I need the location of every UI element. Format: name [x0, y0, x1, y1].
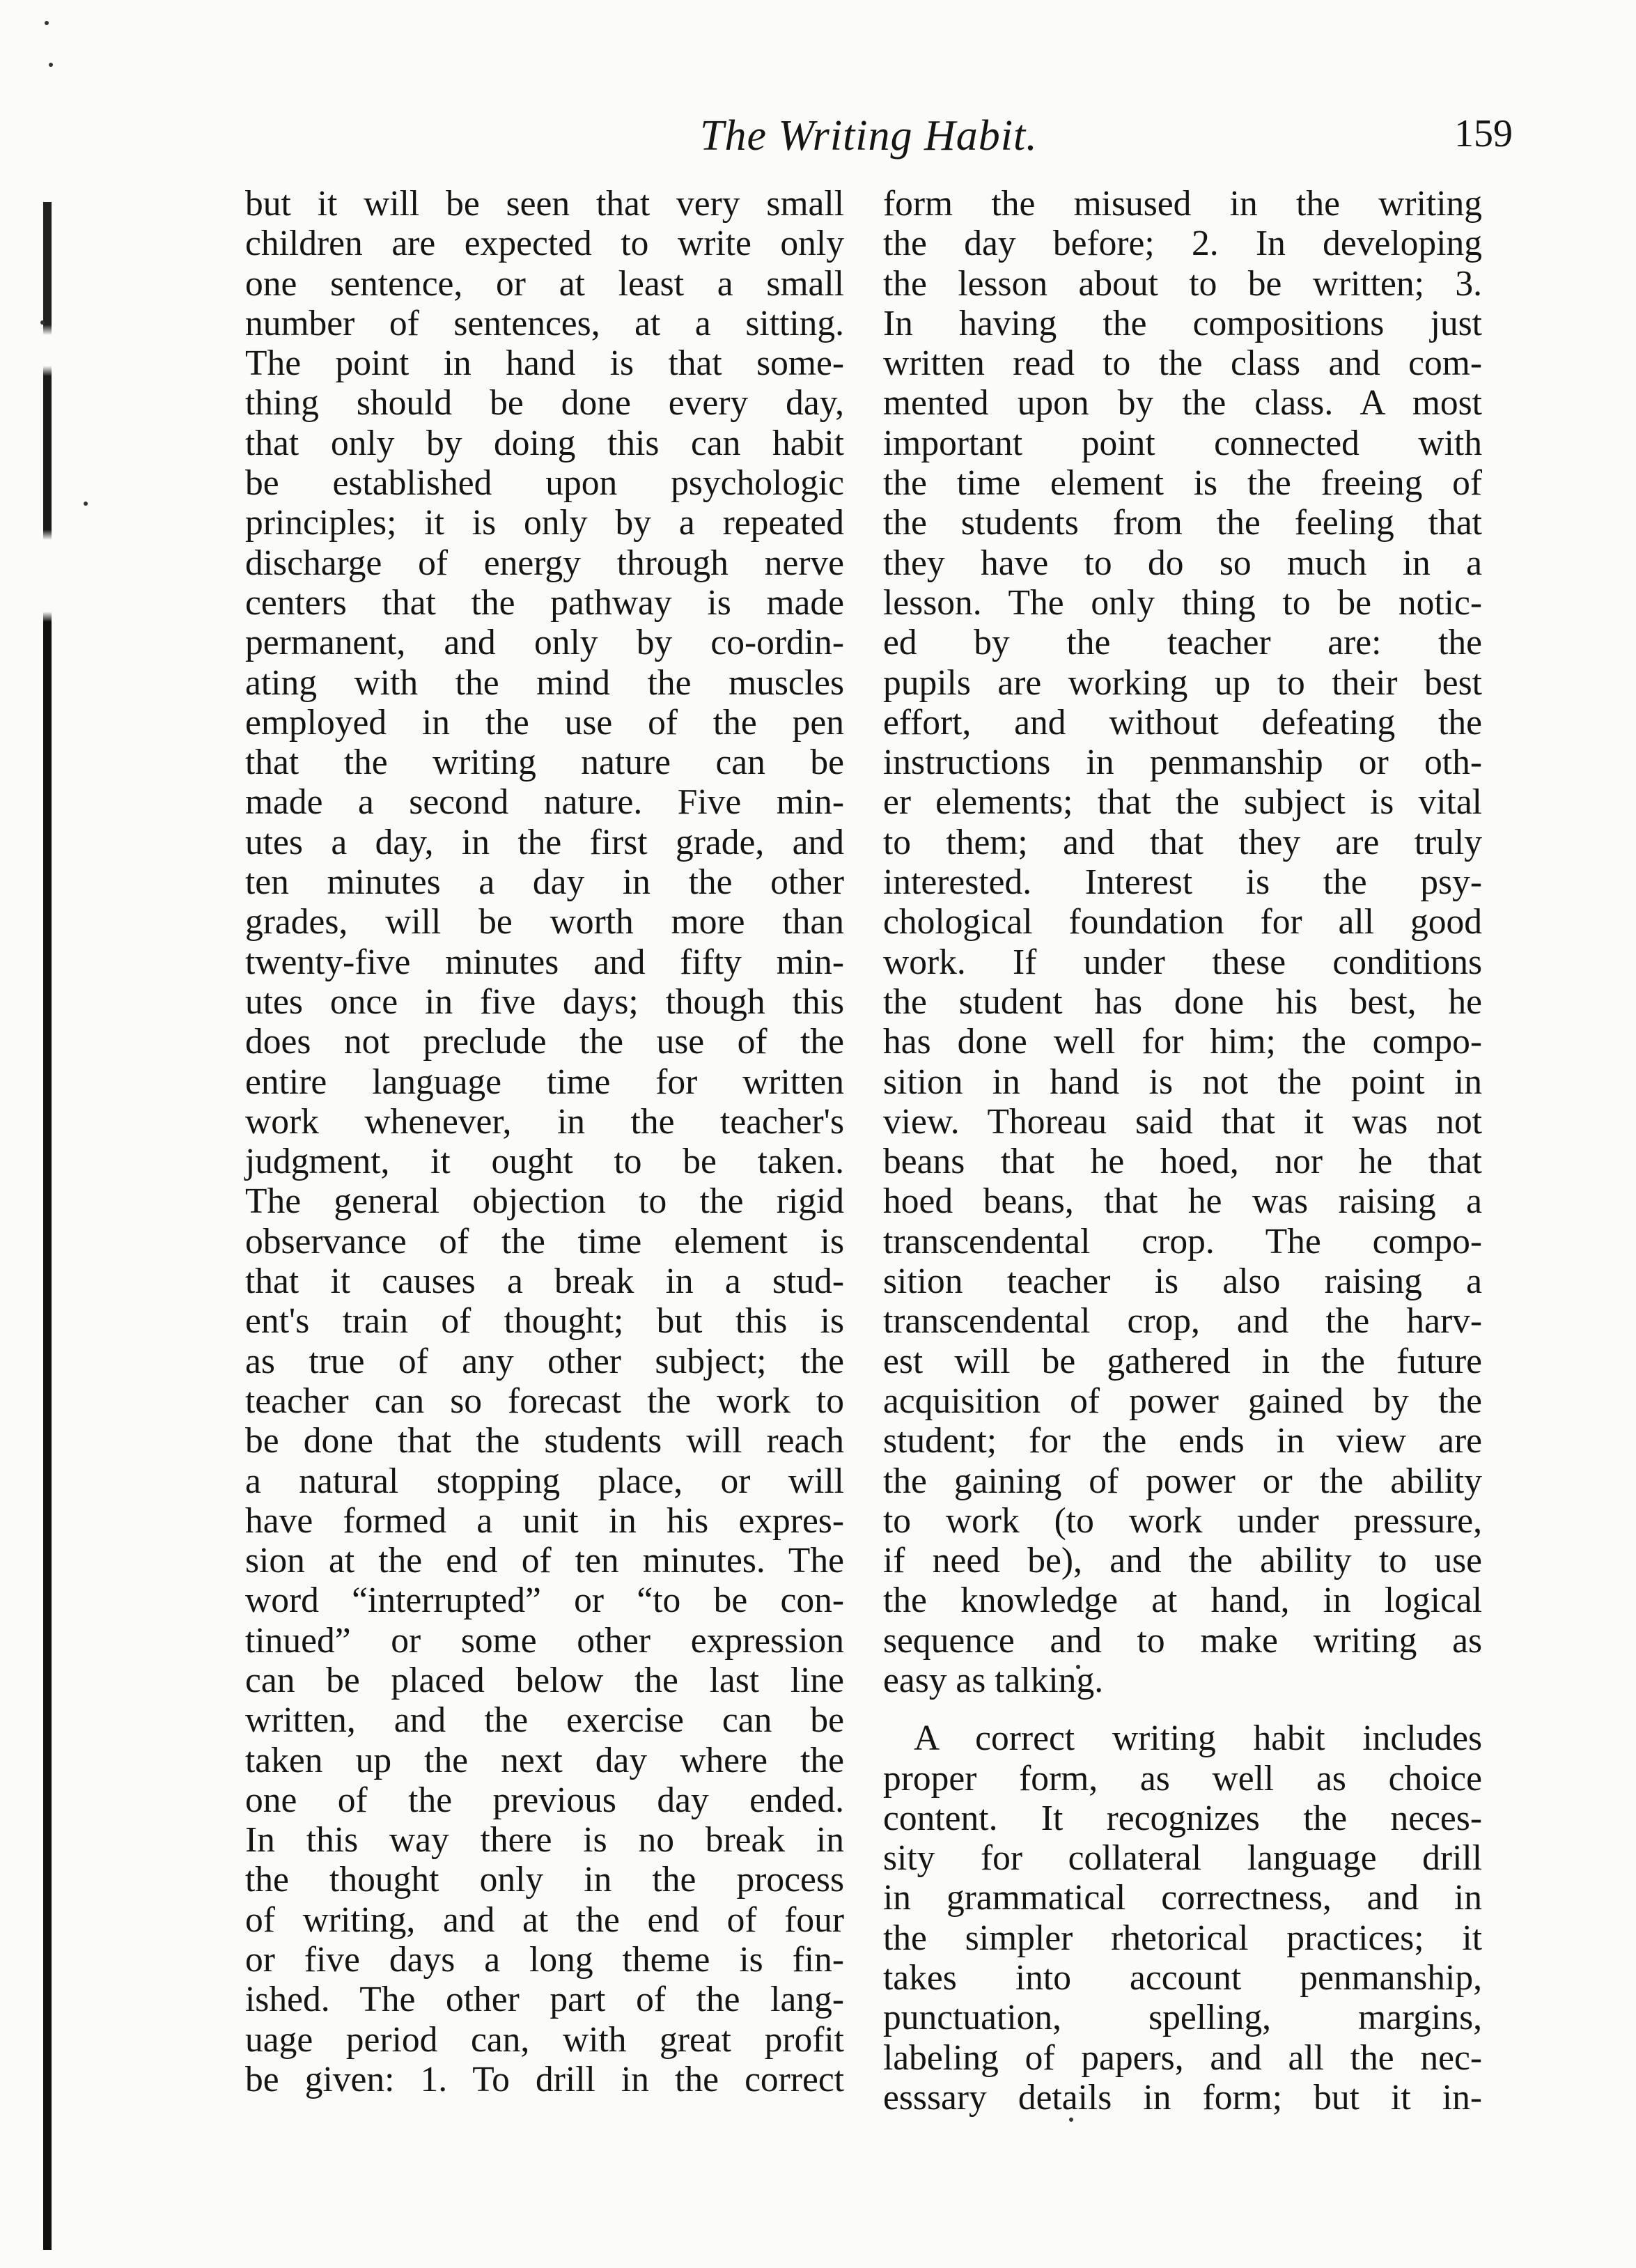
text-line: punctuation, spelling, margins,: [883, 1998, 1482, 2038]
text-line: be done that the students will reach: [245, 1421, 844, 1461]
text-line: uage period can, with great profit: [245, 2019, 844, 2060]
text-line: made a second nature. Five min-: [245, 782, 844, 823]
text-line: employed in the use of the pen: [245, 702, 844, 743]
text-line: the thought only in the process: [245, 1860, 844, 1900]
text-line: thing should be done every day,: [245, 383, 844, 424]
text-line: the students from the feeling that: [883, 503, 1482, 543]
text-line: est will be gathered in the future: [883, 1341, 1482, 1381]
text-line: acquisition of power gained by the: [883, 1381, 1482, 1421]
text-line: be established upon psychologic: [245, 463, 844, 504]
text-line: the knowledge at hand, in logical: [883, 1580, 1482, 1621]
text-line: sition teacher is also raising a: [883, 1261, 1482, 1302]
text-line: written read to the class and com-: [883, 343, 1482, 384]
text-line: if need be), and the ability to use: [883, 1541, 1482, 1581]
text-line: ten minutes a day in the other: [245, 862, 844, 903]
text-line: takes into account penmanship,: [883, 1958, 1482, 1998]
text-line: in grammatical correctness, and in: [883, 1878, 1482, 1918]
scan-speck: [1069, 2118, 1073, 2122]
text-line: interested. Interest is the psy-: [883, 862, 1482, 903]
text-line: esssary details in form; but it in-: [883, 2077, 1482, 2118]
text-line: that only by doing this can habit: [245, 423, 844, 463]
text-line: mented upon by the class. A most: [883, 383, 1482, 424]
text-line: one of the previous day ended.: [245, 1780, 844, 1820]
scan-speck: [45, 21, 49, 25]
text-line: ished. The other part of the lang-: [245, 1980, 844, 2020]
scan-speck: [49, 63, 53, 67]
text-line: the gaining of power or the ability: [883, 1461, 1482, 1501]
text-line: ating with the mind the muscles: [245, 662, 844, 703]
text-line: the lesson about to be written; 3.: [883, 263, 1482, 304]
right-text-column: [883, 184, 1482, 2118]
text-line: work. If under these conditions: [883, 942, 1482, 982]
text-line: sion at the end of ten minutes. The: [245, 1541, 844, 1581]
text-line: labeling of papers, and all the nec-: [883, 2037, 1482, 2078]
paragraph-gap: [883, 1700, 1482, 1718]
text-line: sequence and to make writing as: [883, 1620, 1482, 1661]
text-line: children are expected to write only: [245, 224, 844, 264]
text-line: teacher can so forecast the work to: [245, 1381, 844, 1421]
text-line: written, and the exercise can be: [245, 1700, 844, 1741]
text-line: lesson. The only thing to be notic-: [883, 582, 1482, 623]
text-line: or five days a long theme is fin-: [245, 1940, 844, 1980]
text-line: hoed beans, that he was raising a: [883, 1181, 1482, 1222]
text-line: but it will be seen that very small: [245, 184, 844, 224]
scan-speck: [40, 320, 45, 325]
text-line: as true of any other subject; the: [245, 1341, 844, 1381]
right-paragraph-2: [883, 1718, 1482, 2118]
text-line: utes a day, in the first grade, and: [245, 822, 844, 862]
left-text-column: [245, 184, 844, 2099]
right-paragraph-1: [883, 184, 1482, 1700]
text-line: of writing, and at the end of four: [245, 1900, 844, 1940]
text-line: judgment, it ought to be taken.: [245, 1142, 844, 1182]
text-line: grades, will be worth more than: [245, 902, 844, 942]
text-line: transcendental crop, and the harv-: [883, 1301, 1482, 1342]
text-line: that it causes a break in a stud-: [245, 1261, 844, 1302]
text-line: The general objection to the rigid: [245, 1181, 844, 1222]
text-line: that the writing nature can be: [245, 743, 844, 783]
text-line: er elements; that the subject is vital: [883, 782, 1482, 823]
text-line: they have to do so much in a: [883, 543, 1482, 583]
text-line: principles; it is only by a repeated: [245, 503, 844, 543]
text-line: instructions in penmanship or oth-: [883, 743, 1482, 783]
text-line: taken up the next day where the: [245, 1740, 844, 1780]
text-line: view. Thoreau said that it was not: [883, 1101, 1482, 1142]
text-line: have formed a unit in his expres-: [245, 1500, 844, 1541]
text-line: The point in hand is that some-: [245, 343, 844, 384]
text-line: form the misused in the writing: [883, 184, 1482, 224]
text-line: sition in hand is not the point in: [883, 1062, 1482, 1102]
text-line: permanent, and only by co-ordin-: [245, 623, 844, 663]
text-line: pupils are working up to their best: [883, 662, 1482, 703]
text-line: important point connected with: [883, 423, 1482, 463]
text-line: discharge of energy through nerve: [245, 543, 844, 583]
text-line: content. It recognizes the neces-: [883, 1798, 1482, 1838]
scan-speck: [84, 502, 88, 506]
text-line: student; for the ends in view are: [883, 1421, 1482, 1461]
text-line: does not preclude the use of the: [245, 1022, 844, 1062]
text-line: can be placed below the last line: [245, 1660, 844, 1700]
text-line: A correct writing habit includes: [914, 1718, 1482, 1759]
text-line: be given: 1. To drill in the correct: [245, 2059, 844, 2099]
text-line: effort, and without defeating the: [883, 702, 1482, 743]
text-line: number of sentences, at a sitting.: [245, 303, 844, 343]
text-line: work whenever, in the teacher's: [245, 1101, 844, 1142]
page-number: 159: [1454, 112, 1513, 155]
text-line: entire language time for written: [245, 1062, 844, 1102]
text-line: easy as talking.: [883, 1660, 1104, 1700]
text-line: observance of the time element is: [245, 1221, 844, 1261]
text-line: utes once in five days; though this: [245, 981, 844, 1022]
text-line: ent's train of thought; but this is: [245, 1301, 844, 1342]
text-line: twenty-five minutes and fifty min-: [245, 942, 844, 982]
text-line: proper form, as well as choice: [883, 1758, 1482, 1799]
text-line: centers that the pathway is made: [245, 582, 844, 623]
text-line: transcendental crop. The compo-: [883, 1221, 1482, 1261]
text-line: In this way there is no break in: [245, 1820, 844, 1861]
text-line: one sentence, or at least a small: [245, 263, 844, 304]
text-line: word “interrupted” or “to be con-: [245, 1580, 844, 1621]
text-line: the simpler rhetorical practices; it: [883, 1918, 1482, 1958]
running-title: The Writing Habit.: [700, 112, 1038, 160]
text-line: sity for collateral language drill: [883, 1838, 1482, 1879]
text-line: the day before; 2. In developing: [883, 224, 1482, 264]
text-line: beans that he hoed, nor he that: [883, 1142, 1482, 1182]
page-binding-edge: [43, 202, 52, 2250]
text-line: has done well for him; the compo-: [883, 1022, 1482, 1062]
text-line: to work (to work under pressure,: [883, 1500, 1482, 1541]
text-line: to them; and that they are truly: [883, 822, 1482, 862]
text-line: ed by the teacher are: the: [883, 623, 1482, 663]
text-line: chological foundation for all good: [883, 902, 1482, 942]
text-line: the time element is the freeing of: [883, 463, 1482, 504]
page-header: [0, 111, 1636, 167]
text-line: In having the compositions just: [883, 303, 1482, 343]
text-line: a natural stopping place, or will: [245, 1461, 844, 1501]
text-line: tinued” or some other expression: [245, 1620, 844, 1661]
text-line: the student has done his best, he: [883, 981, 1482, 1022]
